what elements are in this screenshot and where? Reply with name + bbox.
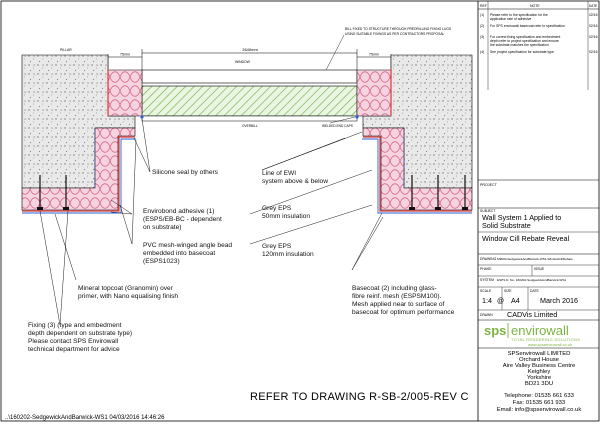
telephone: Telephone: 01535 661 633 [504, 393, 574, 399]
overall-dimension: 2640mm [242, 47, 258, 52]
system-label: SYSTEM [480, 278, 494, 282]
window-sill-hatch [142, 86, 357, 116]
silicone-seal-callout: Silicone seal by others [152, 169, 218, 176]
note-text: depth refer to project specification and ensure [490, 39, 559, 43]
envirobond-callout-1: Envirobond adhesive (1) [143, 208, 215, 215]
email: Email: info@spsenvirowall.co.uk [496, 407, 582, 413]
note-text: For SPS envirowall basecoat refer to specification [490, 24, 565, 28]
address-line: BD21 3DU [524, 381, 554, 387]
note-text: For correct fixing specification and embedment [490, 35, 561, 39]
issue-label: ISSUE [534, 267, 545, 271]
overbill-label: OVERBILL [242, 124, 258, 128]
date-label: DATE [530, 289, 539, 293]
scale-label: SCALE [480, 289, 492, 293]
notes-note-header: NOTE [530, 4, 540, 8]
note-text: See project specification for substrate type [490, 50, 554, 54]
drawn-value: CADVis Limited [507, 310, 558, 319]
left-silicone-seal [140, 115, 143, 118]
subject-label: SUBJECT [480, 209, 496, 213]
fixing-callout-3: Please contact SPS Envirowall [28, 338, 119, 345]
sps-envirowall-logo [484, 323, 580, 347]
logo-envirowall: envirowall [511, 323, 569, 338]
note-ref: (1) [480, 13, 485, 17]
footer-file-path: ..\160202-SedgewickAndBarwick-WS1 04/03/2016 14:46:26 [5, 415, 165, 421]
sill-fixing-note-2: USING SUITABLE FIXINGS AS PER CONTRACTORS PROPOSAL [345, 32, 445, 36]
scale-value: 1:4 [482, 296, 492, 305]
notes-ref-header: REF [480, 4, 487, 8]
note-ref: (3) [480, 35, 485, 39]
pvc-bead-callout-2: embedded into basecoat [143, 250, 216, 257]
envirobond-callout-2: (ESPS/EB-BC - dependent [143, 216, 222, 223]
window-label: WINDOW [235, 60, 250, 64]
size-label: SIZE [504, 289, 512, 293]
system-value: ESPS D. No. 160202-SedgewickAndBarwick-WS1 [497, 278, 567, 282]
address-line: Yorkshire [526, 375, 552, 381]
logo-url: www.spsenvirowall.co.uk [528, 342, 573, 347]
note-ref: (2) [480, 24, 485, 28]
drawing-label: DRAWING [480, 257, 497, 261]
note-text: application rate of adhesive [490, 17, 532, 21]
subject-line-2: Solid Substrate [482, 221, 531, 230]
right-reveal-insulation [357, 70, 391, 116]
detail-title: Window Cill Rebate Reveal [482, 234, 570, 243]
basecoat-callout-4: basecoat for optimum performance [352, 309, 455, 316]
logo-tagline: TOTAL RENDERING SOLUTIONS [511, 337, 581, 342]
pvc-bead-callout-3: (ESPS1023) [143, 258, 180, 265]
mineral-topcoat-callout-1: Mineral topcoat (Granomin) over [78, 285, 173, 292]
fixing-callout-4: technical department for advice [28, 346, 120, 353]
drawn-label: DRAWN [480, 313, 493, 317]
right-silicone-seal [355, 115, 358, 118]
refer-to-drawing: REFER TO DRAWING R-SB-2/005-REV C [250, 391, 469, 403]
company-address [497, 351, 582, 413]
note-date: 02/16 [589, 50, 598, 54]
grey-eps-50-callout-1: Grey EPS [262, 205, 292, 212]
scale-at: @ [497, 298, 505, 305]
address-line: Aire Valley Business Centre [502, 363, 576, 369]
title-block [478, 1, 599, 413]
note-date: 02/16 [589, 35, 598, 39]
project-label: PROJECT [480, 183, 497, 187]
note-date: 02/16 [589, 13, 598, 17]
date-value: March 2016 [540, 296, 578, 305]
sill-fixing-note-1: BILL FIXED TO STRUCTURE THROUGH PREDRILLING FIXING LUGS [345, 27, 452, 31]
grey-eps-120-callout-2: 120mm insulation [262, 251, 314, 258]
note-text: Please refer to the specification for the [490, 13, 548, 17]
mineral-topcoat-callout-2: primer, with Nano equalising finish [78, 293, 179, 300]
grey-eps-50-callout-2: 50mm insulation [262, 213, 311, 220]
fixing-callout-2: depth dependent on substrate type) [28, 330, 133, 337]
envirobond-callout-3: on substrate) [143, 224, 182, 231]
size-value: A4 [511, 296, 520, 305]
left-reveal-insulation [108, 70, 142, 116]
note-ref: (4) [480, 50, 485, 54]
note-date: 02/16 [589, 24, 598, 28]
notes-date-header: DATE [589, 4, 598, 8]
basecoat-callout-1: Basecoat (2) including glass- [352, 285, 437, 292]
note-text: the substrate matches the specification [490, 43, 549, 47]
basecoat-callout-3: Mesh applied near to surface of [352, 301, 445, 308]
fixing-callout-1: Fixing (3) (type and embedment [28, 322, 122, 329]
fax: Fax: 01535 661 933 [512, 400, 566, 406]
cill-detail-drawing [22, 27, 472, 325]
welded-end-caps-label: WELDED END CAPS [322, 124, 353, 128]
address-line: Orchard House [519, 357, 559, 363]
basecoat-callout-2: fibre reinf. mesh (ESPSM100). [352, 293, 442, 300]
line-ewi-callout-2: system above & below [262, 178, 328, 185]
address-line: SPSenvirowall LIMITED [507, 351, 571, 357]
notes-list [480, 13, 598, 54]
overbill-cill [142, 116, 357, 121]
window-frame [142, 70, 357, 83]
pvc-bead-callout-1: PVC mesh-winged angle bead [143, 242, 233, 249]
pillar-label: PILLAR [60, 48, 72, 52]
right-dimension: 75mm [369, 52, 379, 57]
address-line: Keighley [527, 369, 551, 375]
logo-sps: sps [484, 323, 507, 338]
drawing-value: M9000-SedgewickAndBarwick-WS1-WindowCillRebate [497, 257, 573, 261]
grey-eps-120-callout-1: Grey EPS [262, 243, 292, 250]
phase-label: PHASE [480, 267, 492, 271]
subject-line-1: Wall System 1 Applied to [482, 213, 562, 222]
line-ewi-callout-1: Line of EWI [262, 170, 297, 177]
left-dimension: 75mm [120, 52, 130, 57]
